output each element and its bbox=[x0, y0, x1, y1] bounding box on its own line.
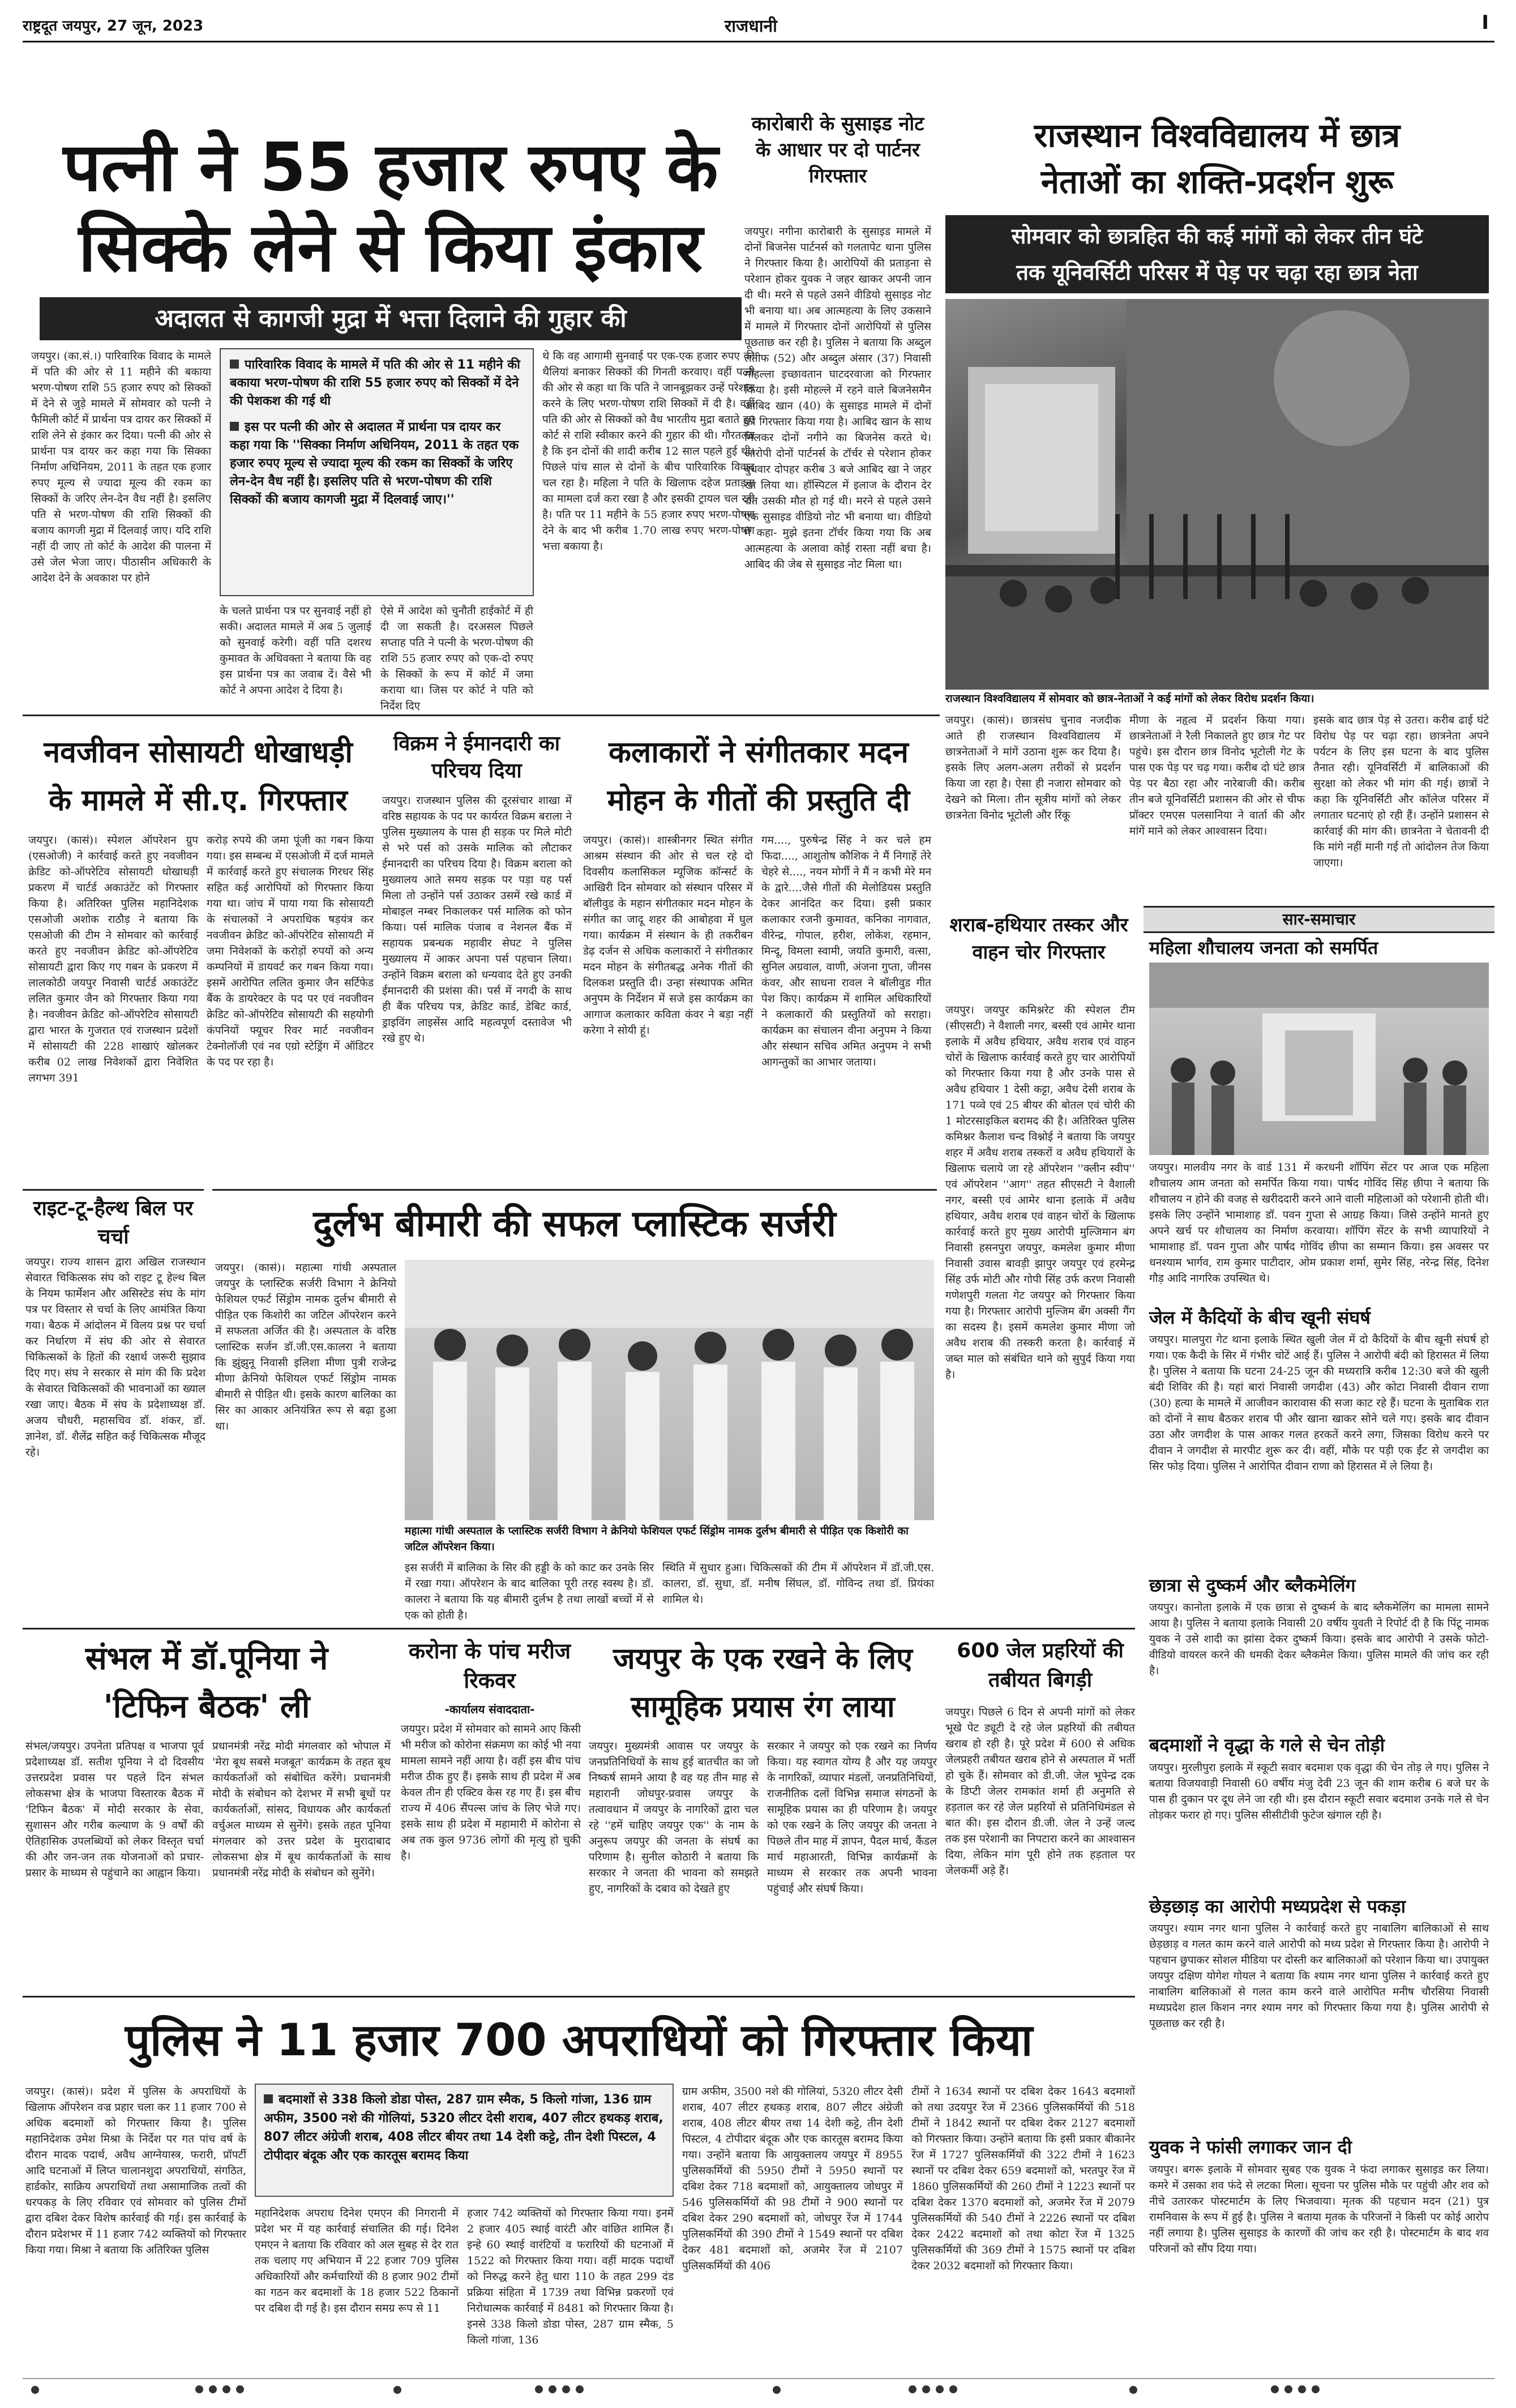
jaipur-col-2: सरकार ने जयपुर को एक रखने का निर्णय किया। यह स्वागत योग्य है और यह जयपुर के नागरिकों, व्यापार मंडलों, जनप्रतिनिधियों, राजनीतिक दलों विभिन्न समाज संगठनों के सामूहिक प्रयास का ही परिणाम है। जयपुर को एक रखने के लिए जयपुर की जनता ने पिछले तीन माह में ज्ञापन, पैदल मार्च, कैंडल मार्च महाआरती, विभिन्न कार्यक्रमों के माध्यम से सरकार तक अपनी भावना पहुंचाई और संघर्ष किया। bbox=[767, 1740, 937, 1895]
weapons-body: जयपुर। जयपुर कमिश्नरेट की स्पेशल टीम (सीएसटी) ने वैशाली नगर, बस्सी एवं आमेर थाना इलाके में अवैध हथियार, अवैध शराब एवं वाहन चोरों के खिलाफ कार्रवाई करते हुए चार आरोपियों को गिरफ्तार किया गया है और उनके पास से अवैध हथियार 1 देसी कट्टा, अवैध देसी शराब के 171 पव्वे एवं 25 बीयर की बोतल एवं चोरी की 1 मोटरसाइकिल बरामद की है। अतिरिक्त पुलिस कमिश्नर कैलाश चन्द विश्नोई ने बताया कि जयपुर शहर में अवैध शराब तस्करों व अवैध हथियारों के खिलाफ चलाये जा रहे ऑपरेशन ''क्लीन स्वीप'' एवं ऑपरेशन ''आग'' तहत सीएसटी ने वैशाली नगर, बस्सी एवं आमेर थाना इलाके में अवैध हथियार, अवैध शराब एवं वाहन चोरों के खिलाफ कार्रवाई करते हुए मुख्य आरोपी मुल्जिमान बंग निवासी हसनपुरा जयपुर, कमलेश कुमार मीणा निवासी उवास बावड़ी झापुर जयपुर एवं हरमेन्द्र सिंह उर्फ मोटी और गोपी सिंह उर्फ करण निवासी गणेशपुरी गलता गेट जयपुर को गिरफ्तार किया गया है। गिरफ्तार आरोपी मुल्जिम बँग अक्सी गैंग का सदस्य है। इसमें कमलेश कुमार मीणा जो अवैध शराब की तस्करी करता है। कार्रवाई में जब्त माल को संबंधित थाने को सुपुर्द किया गया है। bbox=[945, 1004, 1135, 1381]
university-subhead-2: तक यूनिवर्सिटी परिसर में पेड़ पर चढ़ा रहा छात्र नेता bbox=[1016, 260, 1418, 285]
university-subhead bbox=[945, 215, 1489, 293]
poonia-col-2: प्रधानमंत्री नरेंद्र मोदी मंगलवार को भोपाल में 'मेरा बूथ सबसे मजबूत' कार्यक्रम के तहत बूथ कार्यकर्ताओं को संबोधित करेंगे। प्रधानमंत्री मोदी के संबोधन को देशभर में सभी बूथों पर कार्यकर्ताओं, सांसद, विधायक और कार्यकर्ता वर्चुअल माध्यम से सुनेंगे। इसके तहत पूनिया मंगलवार को उत्तर प्रदेश के मुरादाबाद लोकसभा क्षेत्र में बूथ कार्यकर्ताओं के साथ प्रधानमंत्री नरेंद्र मोदी के संबोधन को सुनेंगे। bbox=[212, 1740, 391, 1879]
corona-body: जयपुर। प्रदेश में सोमवार को सामने आए किसी भी मरीज को कोरोना संक्रमण का कोई भी नया मामला सामने नहीं आया है। वहीं इस बीच पांच मरीज ठीक हुए हैं। इसके साथ ही प्रदेश में अब केवल तीन ही एक्टिव केस रह गए हैं। इस बीच राज्य में 406 सैंपल्स जांच के लिए भेजे गए। इसके साथ ही प्रदेश में महामारी में कोरोना से अब तक कुल 9736 लोगों की मृत्यु हो चुकी है। bbox=[401, 1723, 581, 1862]
surgery-col-1: जयपुर। (कासं)। महात्मा गांधी अस्पताल जयपुर के प्लास्टिक सर्जरी विभाग ने क्रेनियो फेशियल एफर्ट सिंड्रोम नामक दुर्लभ बीमारी से पीड़ित एक किशोरी का जटिल ऑपरेशन करने में सफलता अर्जित की है। अस्पताल के वरिष्ठ प्लास्टिक सर्जन डॉ.जी.एस.कालरा ने बताया कि झुंझुनू निवासी इलिशा मीणा पुत्री राजेन्द्र मीणा क्रेनियो फेशियल एफर्ट सिंड्रोम नामक बीमारी से पीड़ित थी। इसके कारण बालिका का सिर का आकार अनियंत्रित रूप से बढ़ा हुआ था। bbox=[215, 1261, 396, 1432]
jaipur-headline-1: जयपुर के एक रखने के लिए bbox=[613, 1642, 913, 1676]
artists-col-1: जयपुर। (कासं)। शास्त्रीनगर स्थित संगीत आश्रम संस्थान की ओर से चल रहे दो दिवसीय कलासिकल म्यूजिक कॉन्सर्ट के आखिरी दिन सोमवार को संस्थान परिसर में बॉलीवुड के महान संगीतकार मदन मोहन के संगीत का जादू शहर की आबोहवा में घुल गया। कार्यक्रम में संस्थान के ही तकरीबन डेढ़ दर्जन से अधिक कलाकारों ने संगीतकार मदन मोहन के संगीतबद्ध अनेक गीतों की दिलकश प्रस्तुति दी। उन्हा संस्थापक अमित अनुपम के निर्देशन में सजे इस कार्यक्रम का आगाज कलाकार कविता कंवर ने बड़ा नहीं करेगा ने सोयी हूं। bbox=[583, 834, 753, 1037]
color-dots-2 bbox=[532, 2385, 586, 2396]
artists-col-2: गम...., पुरुषेन्द्र सिंह ने कर चले हम फिदा...., आशुतोष कौशिक ने मैं निगाहें तेरे चेहरे से...., नयन मोर्गी ने मैं न कभी मेरे मन के द्वारे....जैसे गीतों की मेलोडियस प्रस्तुति देकर आनंदित कर दिया। इसी प्रकार कलाकार रजनी कुमावत, कनिका नागवात, वीरेन्द्र, गोपाल, हरीश, लोकेश, रहमान, मिन्दू, विमला स्वामी, जयति कुमारी, वत्सा, सुनिल अग्रवाल, वाणी, अंजना गुप्ता, जीनस कंवर, और साधना रावल ने बॉलीवुड गीत पेश किए। कार्यक्रम में शामिल अधिकारियों ने कलाकारों की प्रस्तुतियों को सराहा। कार्यक्रम का संचालन वीना अनुपम ने किया और संस्थान सचिव अमित अनुपम ने सभी आगन्तुकों का आभार जताया। bbox=[761, 834, 931, 1068]
color-dots-3 bbox=[906, 2385, 960, 2396]
police-col-5: टीमों ने 1634 स्थानों पर दबिश देकर 1643 बदमाशों को तथा उदयपुर रेंज में 2366 पुलिसकर्मियों की 518 टीमों ने 1842 स्थानों पर दबिश देकर 2127 बदमाशों को गिरफ्तार किया। उन्होंने बताया कि इसी प्रकार बीकानेर रेंज में 1727 पुलिसकर्मियों की 322 टीमों ने 1623 स्थानों पर दबिश देकर 659 बदमाशों को, भरतपुर रेंज में 1860 पुलिसकर्मियों की 260 टीमों ने 1223 स्थानों पर दबिश देकर 1370 बदमाशों को, अजमेर रेंज में 2079 पुलिसकर्मियों की 540 टीमों ने 2226 स्थानों पर दबिश देकर 2422 बदमाशों को तथा कोटा रेंज में 1325 पुलिसकर्मियों की 369 टीमों ने 1575 स्थानों पर दबिश देकर 2032 बदमाशों को गिरफ्तार किया। bbox=[911, 2085, 1135, 2272]
surgery-col-3: स्थिति में सुधार हुआ। चिकित्सकों की टीम में ऑपरेशन में डॉ.जी.एस. कालरा, डॉ. सुधा, डॉ. मनीष सिंघल, डॉ. गोविन्द तथा डॉ. प्रियंका शामिल थे। bbox=[662, 1562, 934, 1606]
masthead-date: राष्ट्रदूत जयपुर, 27 जून, 2023 bbox=[23, 18, 204, 35]
reg-mark-icon bbox=[31, 2386, 39, 2394]
navjeevan-col-1: जयपुर। (कासं)। स्पेशल ऑपरेशन ग्रुप (एसओजी) ने कार्रवाई करते हुए नवजीवन क्रेडिट को-ऑपरेटिव सोसायटी धोखाधड़ी प्रकरण में चार्टर्ड अकाउंटेंट को गिरफ्तार किया है। अतिरिक्त पुलिस महानिदेशक एसओजी अशोक राठौड़ ने बताया कि एसओजी की टीम ने सोमवार को कार्रवाई करते हुए नवजीवन क्रेडिट को-ऑपरेटिव सोसायटी द्वारा किए गए गबन के प्रकरण में लालकोठी जयपुर निवासी चार्टर्ड अकाउंटेंट ललित कुमार जैन को गिरफ्तार किया गया है। नवजीवन क्रेडिट को-ऑपरेटिव सोसायटी द्वारा भारत के गुजरात एवं राजस्थान प्रदेशों में सोसायटी की 228 शाखाएं खोलकर करीब 02 लाख निवेशकों द्वारा निवेशित लगभग 391 bbox=[28, 834, 198, 1084]
vikram-body: जयपुर। राजस्थान पुलिस की दूरसंचार शाखा में वरिष्ठ सहायक के पद पर कार्यरत विक्रम बराला ने पुलिस मुख्यालय के पास ही सड़क पर मिले मोटी से भरे पर्स को उसके मालिक को लौटाकर ईमानदारी का परिचय दिया है। विक्रम बराला को मुख्यालय आते समय सड़क पर पड़ा यह पर्स मिला तो उन्होंने पर्स उठाकर उसमें रखे कार्ड में मोबाइल नम्बर निकालकर पर्स मालिक को फोन किया। पर्स मालिक पंजाब व नेशनल बैंक में सहायक प्रबन्धक महावीर सेघट ने पुलिस मुख्यालय में आकर अपना पर्स पहचान लिया। उन्होंने विक्रम बराला को धन्यवाद देते हुए उनकी ईमानदारी की प्रशंसा की। पर्स में नगदी के साथ ही बैंक परिचय पत्र, क्रेडिट कार्ड, डेबिट कार्ड, ड्राइविंग लाइसेंस आदि महत्वपूर्ण दस्तावेज भी रखे हुए थे। bbox=[382, 794, 572, 1045]
color-dots-1 bbox=[192, 2385, 247, 2396]
surgery-photo-art bbox=[405, 1260, 934, 1520]
police-highlight-box: बदमाशों से 338 किलो डोडा पोस्त, 287 ग्राम स्मैक, 5 किलो गांजा, 136 ग्राम अफीम, 3500 नशे की गोलियां, 5320 लीटर देसी शराब, 407 लीटर हथकड़ शराब, 807 लीटर अंग्रेजी शराब, 408 लीटर बीयर तथा 14 देशी कट्टे, तीन देशी पिस्टल, 4 टोपीदार बंदूक और एक कारतूस बरामद किया bbox=[255, 2084, 674, 2197]
police-headline: पुलिस ने 11 हजार 700 अपराधियों को गिरफ्तार किया bbox=[125, 2015, 1033, 2066]
lead-col-2: के चलते प्रार्थना पत्र पर सुनवाई नहीं हो सकी। अदालत मामले में अब 5 जुलाई को सुनवाई करेगी। वहीं पति दशरथ कुमावत के अधिवक्ता ने बताया कि वह इस प्रार्थना पत्र का जवाब दें। वैसे भी कोर्ट ने अपना आदेश दे दिया है। bbox=[220, 605, 371, 696]
corona-sub: -कार्यालय संवाददाता- bbox=[444, 1703, 535, 1716]
toilet-headline: महिला शौचालय जनता को समर्पित bbox=[1149, 937, 1378, 959]
poonia-col-1: संभल/जयपुर। उपनेता प्रतिपक्ष व भाजपा पूर्व प्रदेशाध्यक्ष डॉ. सतीश पूनिया ने दो दिवसीय उत्तरप्रदेश प्रवास पर पहले दिन संभल लोकसभा क्षेत्र के भाजपा विस्तारक बैठक में 'टिफिन बैठक' में मोदी सरकार के सेवा, सुशासन और गरीब कल्याण के 9 वर्षों की ऐतिहासिक उपलब्धियों को लेकर विस्तृत चर्चा की और जन-जन तक योजनाओं को प्रचार-प्रसार के माध्यम से पहुंचाने का आह्वान किया। bbox=[25, 1740, 204, 1879]
university-caption: राजस्थान विश्वविद्यालय में सोमवार को छात्र-नेताओं ने कई मांगों को लेकर विरोध प्रदर्शन किया। bbox=[945, 692, 1314, 705]
university-photo bbox=[945, 299, 1489, 690]
lead-headline-2: सिक्के लेने से किया इंकार bbox=[78, 208, 703, 286]
sar-samachar-label: सार-समाचार bbox=[1144, 906, 1494, 933]
university-headline-1: राजस्थान विश्वविद्यालय में छात्र bbox=[1034, 116, 1401, 155]
police-col-4: ग्राम अफीम, 3500 नशे की गोलियां, 5320 लीटर देसी शराब, 407 लीटर हथकड़ शराब, 807 लीटर अंग्रेजी शराब, 408 लीटर बीयर तथा 14 देशी कट्टे, तीन देशी पिस्टल, 4 टोपीदार बंदूक और एक कारतूस बरामद किया गया। उन्होंने बताया कि आयुक्तालय जयपुर में 8955 पुलिसकर्मियों की 5950 टीमों ने 5950 स्थानों पर दबिश देकर 718 बदमाशों को, आयुक्तालय जोधपुर में 546 पुलिसकर्मियों की 98 टीमों ने 900 स्थानों पर दबिश देकर 290 बदमाशों को, जोधपुर रेंज में 1744 पुलिसकर्मियों की 390 टीमों ने 1549 स्थानों पर दबिश देकर 481 बदमाशों को, अजमेर रेंज में 2107 पुलिसकर्मियों की 406 bbox=[682, 2085, 903, 2272]
prisoners-headline: 600 जेल प्रहरियों की तबीयत बिगड़ी bbox=[957, 1639, 1124, 1692]
section-name: राजधानी bbox=[725, 16, 777, 36]
prisoners-body: जयपुर। पिछले 6 दिन से अपनी मांगों को लेकर भूखे पेट ड्यूटी दे रहे जेल प्रहरियों की तबीयत खराब हो रही है। पूरे प्रदेश में 600 से अधिक जेलप्रहरी तबीयत खराब होने से अस्पताल में भर्ती हो चुके हैं। सोमवार को डी.जी. जेल भूपेन्द्र दक के डिप्टी जेलर रामकांत शर्मा ही अनुमति से हड़ताल कर रहे जेल प्रहरियों से प्रतिनिधिमंडल से बात की। इस दौरान डी.जी. जेल ने उन्हें जल्द तक इस परेशानी का निपटारा करने का आश्वासन दिया, लेकिन मांग पूरी होने तक हड़ताल पर जेलकर्मी अड़े हैं। bbox=[945, 1706, 1135, 1877]
rth-body: जयपुर। राज्य शासन द्वारा अखिल राजस्थान सेवारत चिकित्सक संघ को राइट टू हेल्थ बिल के नियम फार्मेशन और असिस्टेड संघ के मांग पत्र पर विस्तार से चर्चा के लिए आमंत्रित किया गया। बैठक में आंदोलन में विलय प्रश्न पर चर्चा कर निर्धारण में संघ की ओर से सेवारत चिकित्सकों के हितों की रक्षार्थ जरूरी सुझाव दिए गए। संघ ने सरकार से मांग की कि प्रदेश के सेवारत चिकित्सकों की भावनाओं का ख्याल रखा जाए। बैठक में संघ के प्रदेशाध्यक्ष डॉ. अजय चौधरी, महासचिव डॉ. शंकर, डॉ. ज्ञानेश, डॉ. शैलेंद्र सहित कई चिकित्सक मौजूद रहे। bbox=[25, 1256, 205, 1459]
artists-headline-2: मोहन के गीतों की प्रस्तुति दी bbox=[607, 784, 910, 818]
toilet-body: जयपुर। मालवीय नगर के वार्ड 131 में करधनी शॉपिंग सेंटर पर आज एक महिला शौचालय आम जनता को समर्पित किया गया। पार्षद गोविंद सिंह छीपा ने बताया कि शौचालय न होने की वजह से खरीददारी करने आने वाली महिलाओं को परेशानी होती थी। इसके लिए उन्होंने भामाशाह डॉ. पवन गुप्ता से आग्रह किया। जिसे उन्होंने मानते हुए अपने खर्च पर शौचालय का निर्माण करवाया। शॉपिंग सेंटर के सभी व्यापारियों ने भामाशाह डॉ. पवन गुप्ता और पार्षद गोविंद छीपा का सम्मान किया। इस अवसर पर धनश्याम भार्गव, राम कुमार पाटीदार, ओम प्रकाश शर्मा, सुमेर सिंह, नरेन्द्र सिंह, दिनेश गौड़ आदि नागरिक उपस्थित थे। bbox=[1149, 1161, 1489, 1285]
jail-body: जयपुर। मालपुरा गेट थाना इलाके स्थित खुली जेल में दो कैदियों के बीच खूनी संघर्ष हो गया। एक कैदी के सिर में गंभीर चोटें आई हैं। पुलिस ने आरोपी बंदी को हिरासत में लिया है। पुलिस ने बताया कि घटना 24-25 जून की मध्यरात्रि करीब 12:30 बजे की खुली बंदी शिविर की है। यहां बारां निवासी जगदीश (43) और कोटा निवासी दीवान राणा (30) हत्या के मामले में आजीवन कारावास की सजा काट रहे हैं। घटना के मुताबिक रात को दोनों ने साथ बैठकर शराब पी और खाना खाकर सोने चले गए। इसके बाद दीवान उठा और जगदीश के पास आकर गलत हरकतें करने लगा, जिसका विरोध करने पर दीवान ने जगदीश से मारपीट शुरू कर दी। वहीं, मौके पर पड़ी एक ईंट से जगदीश का सिर फोड़ दिया। पुलिस ने आरोपित दीवान राणा को हिरासत में ले लिया है। bbox=[1149, 1333, 1489, 1473]
jaipur-headline-2: सामूहिक प्रयास रंग लाया bbox=[631, 1690, 895, 1724]
reg-mark-icon bbox=[1129, 2386, 1137, 2394]
poonia-headline-2: 'टिफिन बैठक' ली bbox=[103, 1688, 310, 1725]
chain-body: जयपुर। मुरलीपुरा इलाके में स्कूटी सवार बदमाश एक वृद्धा की चेन तोड़ ले गए। पुलिस ने बताया विजयवाड़ी निवासी 60 वर्षीय मंजु देवी 23 जून की शाम करीब 6 बजे घर के पास ही दुकान पर दूध लेने जा रही थी। इस दौरान स्कूटी सवार बदमाश उनके गले से चेन तोड़कर फरार हो गए। पुलिस सीसीटीवी फुटेज खंगाल रही है। bbox=[1149, 1761, 1489, 1821]
toilet-photo-art bbox=[1149, 963, 1489, 1155]
surgery-col-2: इस सर्जरी में बालिका के सिर की हड्डी के को काट कर उनके सिर में रखा गया। ऑपरेशन के बाद बालिका पूरी तरह स्वस्थ है। डॉ. कालरा ने बताया कि यह बीमारी दुर्लभ है तथा लाखों बच्चों में से एक को होती है। bbox=[405, 1562, 654, 1622]
suicide-body: जयपुर। बगरू इलाके में सोमवार सुबह एक युवक ने फंदा लगाकर सुसाइड कर लिया। कमरे में उसका शव फंदे से लटका मिला। सूचना पर पुलिस मौके पर पहुंची और शव को नीचे उतारकर पोस्टमार्टम के लिए भिजवाया। मृतक की पहचान मदन (21) पुत्र रामनिवास के रूप में हुई है। पुलिस ने बताया मृतक के परिजनों ने किसी पर कोई आरोप नहीं लगाया है। पुलिस सुसाइड के कारणों की जांच कर रही है। पोस्टमार्टम के बाद शव परिजनों को सौंप दिया गया। bbox=[1149, 2163, 1489, 2255]
masthead bbox=[23, 11, 1494, 42]
corona-headline: करोना के पांच मरीज रिकवर bbox=[408, 1639, 571, 1693]
color-dots-4 bbox=[1268, 2385, 1322, 2396]
footer-marks bbox=[23, 2378, 1494, 2405]
police-col-3: हजार 742 व्यक्तियों को गिरफ्तार किया गया। इनमें 2 हजार 405 स्थाई वारंटी और वांछित शामिल हैं। इन्हे 60 स्थाई वारंटियों व फरारियों की घटनाओं में 1522 को गिरफ्तार किया गया। वहीं मादक पदार्थों को निरुद्ध करने हेतु धारा 110 के तहत 299 दंड प्रक्रिया संहिता में 1739 तथा विभिन्न प्रकरणों एवं निरोधात्मक कार्रवाई में 8481 को गिरफ्तार किया है। इनसे 338 किलो डोडा पोस्त, 287 ग्राम स्मैक, 5 किलो गांजा, 136 bbox=[467, 2207, 674, 2346]
lead-col-3: ऐसे में आदेश को चुनौती हाईकोर्ट में ही दी जा सकती है। दरअसल पिछले सप्ताह पति ने पत्नी के भरण-पोषण की राशि 55 हजार रुपए को एक-दो रुपए के सिक्कों के रूप में कोर्ट में जमा कराया था। जिस पर कोर्ट ने पति को निर्देश दिए bbox=[380, 605, 533, 712]
university-subhead-1: सोमवार को छात्रहित की कई मांगों को लेकर तीन घंटे bbox=[1011, 224, 1423, 249]
toilet-photo bbox=[1149, 963, 1489, 1155]
navjeevan-headline-2: के मामले में सी.ए. गिरफ्तार bbox=[49, 784, 348, 818]
chain-headline: बदमाशों ने वृद्धा के गले से चेन तोड़ी bbox=[1149, 1734, 1385, 1756]
weapons-headline: शराब-हथियार तस्कर और वाहन चोर गिरफ्तार bbox=[949, 914, 1128, 964]
surgery-caption: महात्मा गांधी अस्पताल के प्लास्टिक सर्जरी विभाग ने क्रेनियो फेशियल एफर्ट सिंड्रोम नामक दुर्लभ बीमारी से पीड़ित एक किशोरी का जटिल ऑपरेशन किया। bbox=[405, 1525, 909, 1553]
reg-mark-icon bbox=[773, 2386, 781, 2394]
lead-col-1: जयपुर। (का.सं.।) पारिवारिक विवाद के मामले में पति की ओर से 11 महीने की बकाया भरण-पोषण राशि 55 हजार रुपए को सिक्कों में देने से जुड़े मामले में सोमवार को पत्नी ने फैमिली कोर्ट में प्रार्थना पत्र दायर कर सिक्कों में राशि लेने से इंकार कर दिया। पत्नी की ओर से प्रार्थना पत्र दायर कर कहा गया कि सिक्का निर्माण अधिनियम, 2011 के तहत एक हजार रुपए मूल्य से ज्यादा मूल्य की रकम का सिक्कों के जरिए लेन-देन वैध नहीं है। इसलिए पति से भरण-पोषण की राशि सिक्कों की बजाय कागजी मुद्रा में दिलवाई जाए। यदि राशि नहीं दी जाए तो कोर्ट के आदेश की पालना में उसे जेल भेजा जाए। पीठासीन अधिकारी के आदेश देने के अवकाश पर होने bbox=[31, 350, 211, 584]
businessman-headline: कारोबारी के सुसाइड नोट के आधार पर दो पार्टनर गिरफ्तार bbox=[751, 113, 924, 187]
mp-body: जयपुर। श्याम नगर थाना पुलिस ने कार्रवाई करते हुए नाबालिग बालिकाओं से साथ छेड़छाड़ व गलत काम करने वाले आरोपी को मध्य प्रदेश से गिरफ्तार किया है। आरोपी ने पहचान छुपाकर सोशल मीडिया पर दोस्ती कर बालिकाओं को परेशान किया था। उपायुक्त जयपुर दक्षिण योगेश गोयल ने बताया कि श्याम नगर थाना पुलिस ने कार्रवाई करते हुए नाबालिग बालिकाओं से गलत काम करने वाले आरोपित मनीष चौरसिया निवासी मध्यप्रदेश हाल किशन नगर श्याम नगर को गिरफ्तार किया गया है। पुलिस आरोपी से पूछताछ कर रही है। bbox=[1149, 1922, 1489, 2030]
navjeevan-headline-1: नवजीवन सोसायटी धोखाधड़ी bbox=[44, 735, 353, 769]
university-col-2: मीणा के नहृत्व में प्रदर्शन किया गया। छात्रनेताओं ने रैली निकालते हुए छात्र गेट पर पहुंचे। इस दौरान छात्र विनोद भूटोली गेट के पास एक पेड़ पर चढ़ गया। करीब दो घंटे छात्र पेड़ पर बैठा रहा और नारेबाजी की। करीब तीन बजे यूनिवर्सिटी प्रशासन की ओर से चीफ प्रॉक्टर एमएस पलसानिया ने वार्ता की और मांगें माने को लेकर आश्वासन दिया। bbox=[1129, 714, 1305, 837]
reg-mark-icon bbox=[393, 2386, 401, 2394]
sar-samachar-section bbox=[1144, 906, 1494, 1733]
rth-headline: राइट-टू-हैल्थ बिल पर चर्चा bbox=[33, 1197, 194, 1248]
surgery-photo bbox=[405, 1260, 934, 1520]
university-col-1: जयपुर। (कासं)। छात्रसंघ चुनाव नजदीक आते ही राजस्थान विश्वविद्यालय में छात्रनेताओं ने मांगें उठाना शुरू कर दिया है। इसके लिए अलग-अलग तरीकों से प्रदर्शन किया जा रहा है। ऐसा ही नजारा सोमवार को देखने को मिला। तीन सूत्रीय मांगों को लेकर छात्रनेता विनोद भूटोली और रिंकू bbox=[945, 714, 1121, 822]
university-photo-art bbox=[945, 299, 1489, 690]
lead-subhead: अदालत से कागजी मुद्रा में भत्ता दिलाने की गुहार की bbox=[40, 297, 742, 340]
lead-highlight-2: इस पर पत्नी की ओर से अदालत में प्रार्थना पत्र दायर कर कहा गया कि ''सिक्का निर्माण अधिनियम, 2011 के तहत एक हजार रुपए मूल्य से ज्यादा मूल्य की रकम का सिक्कों के जरिए लेन-देन वैध नहीं है। इसलिए पति से भरण-पोषण की राशि सिक्कों की बजाय कागजी मुद्रा में दिलवाई जाए।'' bbox=[230, 420, 519, 507]
lead-headline-1: पत्नी ने 55 हजार रुपए के bbox=[63, 128, 718, 206]
surgery-headline: दुर्लभ बीमारी की सफल प्लास्टिक सर्जरी bbox=[313, 1203, 836, 1245]
poonia-headline-1: संभल में डॉ.पूनिया ने bbox=[85, 1640, 328, 1677]
mp-headline: छेड़छाड़ का आरोपी मध्यप्रदेश से पकड़ा bbox=[1149, 1896, 1406, 1917]
sar-samachar-continued bbox=[1144, 1733, 1494, 2355]
blackmail-headline: छात्रा से दुष्कर्म और ब्लैकमेलिंग bbox=[1149, 1575, 1356, 1596]
suicide-headline: युवक ने फांसी लगाकर जान दी bbox=[1149, 2136, 1352, 2158]
police-col-2: महानिदेशक अपराध दिनेश एमएन की निगरानी में प्रदेश भर में यह कार्रवाई संचालित की गई। दिनेश एमएन ने बताया कि रविवार को अल सुबह से देर रात तक चलाए गए अभियान में 22 हजार 709 पुलिस अधिकारियों और कर्मचारियों की 8 हजार 902 टीमों का गठन कर बदमाशों के 18 हजार 522 ठिकानों पर दबिश दी गई है। इस दौरान समग्र रूप से 11 bbox=[255, 2207, 459, 2315]
artists-headline-1: कलाकारों ने संगीतकार मदन bbox=[609, 735, 909, 769]
police-col-1: जयपुर। (कासं)। प्रदेश में पुलिस के अपराधियों के खिलाफ ऑपरेशन वज्र प्रहार चला कर 11 हजार 700 से अधिक बदमाशों को गिरफ्तार किया है। पुलिस महानिदेशक उमेश मिश्रा के निर्देश पर गत पांच वर्ष के दौरान मादक पदार्थ, अवैध आग्नेयास्त्र, फरारी, प्रॉपर्टी आदि घटनाओं में लिप्त चालानशुदा अपराधियों, संगठित, हार्डकोर, साक्रिय अपराधियों तथा असामाजिक तत्वों की धरपकड़ के लिए रविवार एवं सोमवार को पुलिस टीमों द्वारा दबिश देकर विशेष कार्रवाई की गई। इस कार्रवाई के दौरान प्रदेशभर में 11 हजार 742 व्यक्तियों को गिरफ्तार किया गया। मिश्रा ने बताया कि अतिरिक्त पुलिस bbox=[25, 2085, 246, 2256]
jail-headline: जेल में कैदियों के बीच खूनी संघर्ष bbox=[1149, 1307, 1371, 1328]
university-headline-2: नेताओं का शक्ति-प्रदर्शन शुरू bbox=[1040, 162, 1394, 201]
lead-highlight-1: पारिवारिक विवाद के मामले में पति की ओर से 11 महीने की बकाया भरण-पोषण की राशि 55 हजार रुपए को सिक्कों में देने की पेशकश की गई थी bbox=[230, 358, 520, 408]
page-number: I bbox=[1481, 11, 1489, 34]
vikram-headline: विक्रम ने ईमानदारी का परिचय दिया bbox=[393, 732, 560, 782]
jaipur-col-1: जयपुर। मुख्यमंत्री आवास पर जयपुर के जनप्रतिनिधियों के साथ हुई बातचीत का जो निष्कर्ष सामने आया है वह यह तीन माह से महारानी जोधपुर-प्रवास जयपुर के तत्वावधान में जयपुर के नागरिकों द्वारा चल रहे ''हमें चाहिए जयपुर एक'' के नाम के अनुरूप जयपुर की जनता के संघर्ष का परिणाम है। सुनील कोठारी ने बताया कि सरकार ने जनता की भावना को समझते हुए, नागरिकों के दबाव को देखते हुए bbox=[589, 1740, 759, 1895]
businessman-body: जयपुर। नगीना कारोबारी के सुसाइड मामले में दोनों बिजनेस पार्टनर्स को गलतापेट थाना पुलिस ने गिरफ्तार किया है। आरोपियों की प्रताड़ना से परेशान होकर युवक ने जहर खाकर अपनी जान दी थी। मरने से पहले उसने वीडियो सुसाइड नोट भी बनाया था। अब आत्महत्या के लिए उकसाने में मामले में गिरफ्तार दोनों आरोपियों से पुलिस पूछताछ कर रही है। पुलिस ने बताया कि अब्दुल लतीफ (52) और अब्दुल अंसार (37) निवासी मोहल्ला इच्छावतान घाटदरवाजा को गिरफ्तार किया है। इसी मोहल्ले में रहने वाले बिजनेसमैन आबिद खान (40) के सुसाइड मामले में दोनों को गिरफ्तार किया गया है। आबिद खान के साथ मिलकर दोनों नगीने का बिजनेस करते थे। आरोपी दोनों पार्टनर्स के टॉर्चर से परेशान होकर बुधवार दोपहर करीब 3 बजे आबिद खा ने जहर खा लिया था। हॉस्पिटल में इलाज के दौरान देर रात उसकी मौत हो गई थी। मरने से पहले उसने एक सुसाइड वीडियो नोट भी बनाया था। वीडियो में कहा- मुझे इतना टॉर्चर किया गया कि अब आत्महत्या के अलावा कोई रास्ता नहीं बचा है। आबिद की जेब से सुसाइड नोट मिला था। bbox=[744, 225, 931, 571]
lead-col-4: थे कि वह आगामी सुनवाई पर एक-एक हजार रुपए की थैलियां बनाकर सिक्कों की गिनती करवाए। वहीं पत्नी की ओर से कहा था कि पति ने जानबूझकर उन्हें परेशान करने के लिए भरण-पोषण राशि सिक्कों में दी है। वहीं पति की ओर से सिक्कों को वैध भारतीय मुद्रा बताते हुए कोर्ट से राशि स्वीकार करने की गुहार की थी। गौरतलब है कि इन दोनों की शादी करीब 12 साल पहले हुई थी। पिछले पांच साल से दोनों के बीच पारिवारिक विवाद चल रहा है। महिला ने पति के खिलाफ दहेज प्रताड़ना का मामला दर्ज करा रखा है और इसकी ट्रायल चल रही है। पति पर 11 महीने के 55 हजार रुपए भरण-पोषण देने के बाद भी करीब 1.70 लाख रुपए भरण-पोषण भत्ता बकाया है। bbox=[542, 350, 755, 553]
university-col-3: इसके बाद छात्र पेड़ से उतरा। करीब ढाई घंटे विरोध पेड़ पर चढ़ा रहा। छात्रनेता अपने पर्यटन के लिए इस घटना के बाद पुलिस तैनात रही। यूनिवर्सिटी में बालिकाओं की सुरक्षा को लेकर भी मांग की गई। छात्रों ने कहा कि यूनिवर्सिटी और कॉलेज परिसर में लगातार घटनाएं हो रही हैं। उन्होंने प्रशासन से कार्रवाई की मांग की। छात्रनेता ने चेतावनी दी कि मांगे नहीं मानी गई तो आंदोलन तेज किया जाएगा। bbox=[1313, 714, 1489, 869]
blackmail-body: जयपुर। कानोता इलाके में एक छात्रा से दुष्कर्म के बाद ब्लैकमेलिंग का मामला सामने आया है। पुलिस ने बताया इलाके निवासी 20 वर्षीय युवती ने रिपोर्ट दी है कि पिंटू नामक युवक ने उसे शादी का झांसा देकर दुष्कर्म किया। इसके बाद आरोपी ने उसके फोटो-वीडियो वायरल करने की धमकी देकर ब्लैकमेल किया। पुलिस मामले की जांच कर रही है। bbox=[1149, 1601, 1489, 1677]
navjeevan-col-2: करोड़ रुपये की जमा पूंजी का गबन किया गया। इस सम्बन्ध में एसओजी में दर्ज मामले में कार्रवाई करते हुए संचालक गिरधर सिंह सहित कई आरोपियों को गिरफ्तार किया गया था। जांच में पाया गया कि सोसायटी के संचालकों ने अपराधिक षड़यंत्र कर नवजीवन क्रेडिट को-ऑपरेटिव सोसायटी में जमा निवेशकों के करोड़ों रुपयों को अन्य कम्पनियों में डायवर्ट कर गबन किया गया। इसमें आरोपित ललित कुमार जैन सर्टिफेड बैंक के डायरेक्टर के पद पर एवं नवजीवन क्रेडिट को-ऑपरेटिव सोसायटी की सहयोगी कंपनियों फ्यूचर रिवर मार्ट नवजीवन टेक्नोलॉजी एवं नव एग्रो स्टेड्रिंग में ऑडिटर के पद पर रहा है। bbox=[207, 834, 374, 1068]
lead-highlight-box bbox=[220, 348, 534, 596]
